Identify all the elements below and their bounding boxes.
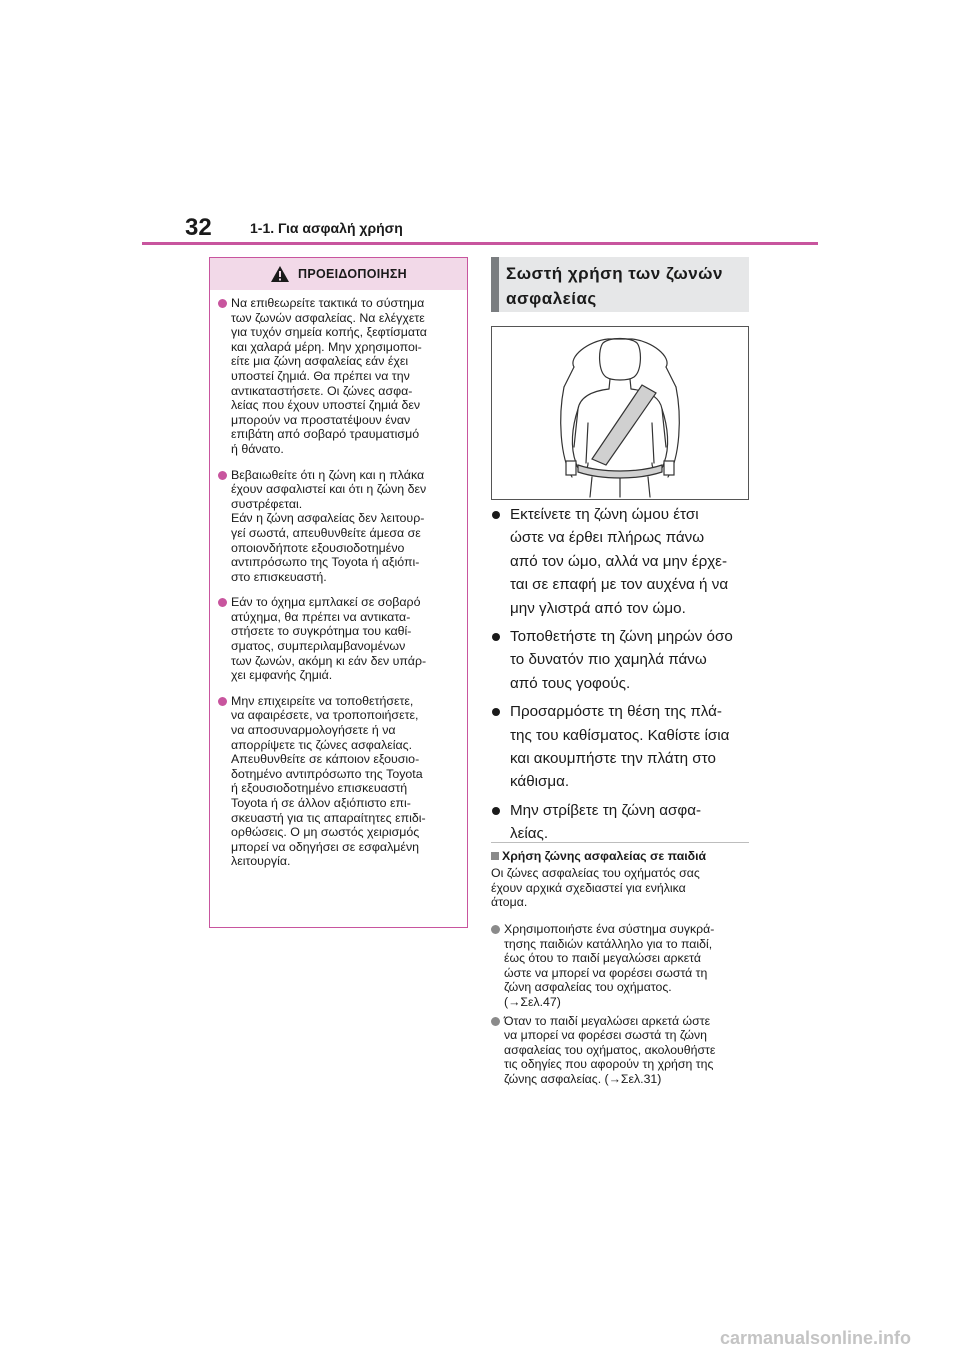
warning-header <box>210 258 467 290</box>
subsection-intro: Οι ζώνες ασφαλείας του οχήματός σας έχουν αρχικά σχεδιαστεί για ενήλικα άτομα. <box>491 866 700 910</box>
warning-item: Να επιθεωρείτε τακτικά το σύστημα των ζωνών ασφαλείας. Να ελέγχετε για τυχόν σημεία κοπής, ξεφτίσματα και χαλαρά μέρη. Μην χρησιμοποι- είτε μια ζώνη ασφαλείας εάν έχει υποστεί ζημιά. Θα πρέπει να την αντικαταστήσετε. Οι ζώνες ασφα- λείας που έχουν υποστεί ζημιά δεν μπορούν να προστατέψουν έναν επιβάτη από σοβαρό τραυματισμό ή θάνατο. <box>218 296 457 457</box>
children-list <box>491 922 753 1091</box>
bullet-icon <box>218 471 227 480</box>
section-title-box <box>491 257 749 312</box>
watermark: carmanualsonline.info <box>720 1328 912 1348</box>
warning-title: ΠΡΟΕΙΔΟΠΟΙΗΣΗ <box>298 267 407 281</box>
warning-item: Εάν το όχημα εμπλακεί σε σοβαρό ατύχημα, θα πρέπει να αντικατα- στήσετε το συγκρότημα του καθί- σματος, συμπεριλαμβανομένων των ζωνών, ακόμη κι εάν δεν υπάρ- χει εμφανής ζημιά. <box>218 595 457 683</box>
bullet-icon <box>492 633 500 641</box>
usage-bullets <box>492 503 752 851</box>
bullet-icon <box>218 299 227 308</box>
bullet-icon <box>492 511 500 519</box>
bullet-icon <box>492 807 500 815</box>
seated-person-seatbelt-icon <box>492 327 748 499</box>
children-item: Χρησιμοποιήστε ένα σύστημα συγκρά- τησης παιδιών κατάλληλο για το παιδί, έως ότου το παιδί μεγαλώσει αρκετά ώστε να μπορεί να φορέσει σωστά τη ζώνη ασφαλείας του οχήματος. (→Σελ.47) <box>491 922 753 1010</box>
square-marker-icon <box>491 852 499 860</box>
header-rule <box>142 242 818 245</box>
usage-bullet: Εκτείνετε τη ζώνη ώμου έτσι ώστε να έρθει πλήρως πάνω από τον ώμο, αλλά να μην έρχε- ται σε επαφή με τον αυχένα ή να μην γλιστρά από τον ώμο. <box>492 503 752 620</box>
bullet-icon <box>491 1017 500 1026</box>
warning-list <box>210 290 467 869</box>
bullet-icon <box>491 925 500 934</box>
usage-bullet: Μην στρίβετε τη ζώνη ασφα- λείας. <box>492 799 752 846</box>
warning-box <box>209 257 468 928</box>
section-title: Σωστή χρήση των ζωνών ασφαλείας <box>506 264 723 308</box>
section-heading: 1-1. Για ασφαλή χρήση <box>250 220 403 236</box>
subsection-rule <box>491 842 749 843</box>
usage-bullet: Προσαρμόστε τη θέση της πλά- της του καθίσματος. Καθίστε ίσια και ακουμπήστε την πλάτη στο κάθισμα. <box>492 700 752 794</box>
bullet-icon <box>218 697 227 706</box>
children-item: Όταν το παιδί μεγαλώσει αρκετά ώστε να μπορεί να φορέσει σωστά τη ζώνη ασφαλείας του οχήματος, ακολουθήστε τις οδηγίες που αφορούν τη χρήση της ζώνης ασφαλείας. (→Σελ.31) <box>491 1014 753 1087</box>
subsection-title: Χρήση ζώνης ασφαλείας σε παιδιά <box>491 849 706 863</box>
seatbelt-illustration <box>491 326 749 500</box>
warning-item: Βεβαιωθείτε ότι η ζώνη και η πλάκα έχουν ασφαλιστεί και ότι η ζώνη δεν συστρέφεται. Εάν η ζώνη ασφαλείας δεν λειτουρ- γεί σωστά, απευθυνθείτε άμεσα σε οποιονδήποτε εξουσιοδοτημένο αντιπρόσωπο της Toyota ή αξιόπι- στο επισκευαστή. <box>218 468 457 585</box>
warning-triangle-icon <box>270 265 290 283</box>
bullet-icon <box>492 708 500 716</box>
warning-item: Μην επιχειρείτε να τοποθετήσετε, να αφαιρέσετε, να τροποποιήσετε, να αποσυναρμολογήσετε ή να απορρίψετε τις ζώνες ασφαλείας. Απευθυνθείτε σε κάποιον εξουσιο- δοτημένο αντιπρόσωπο της Toyota ή εξουσιοδοτημένο επισκευαστή Toyota ή σε άλλον αξιόπιστο επι- σκευαστή για τις απαραίτητες επιδι- ορθώσεις. Ο μη σωστός χειρισμός μπορεί να οδηγήσει σε εσφαλμένη λειτουργία. <box>218 694 457 869</box>
bullet-icon <box>218 598 227 607</box>
usage-bullet: Τοποθετήστε τη ζώνη μηρών όσο το δυνατόν πιο χαμηλά πάνω από τους γοφούς. <box>492 625 752 695</box>
page-number: 32 <box>185 214 212 241</box>
